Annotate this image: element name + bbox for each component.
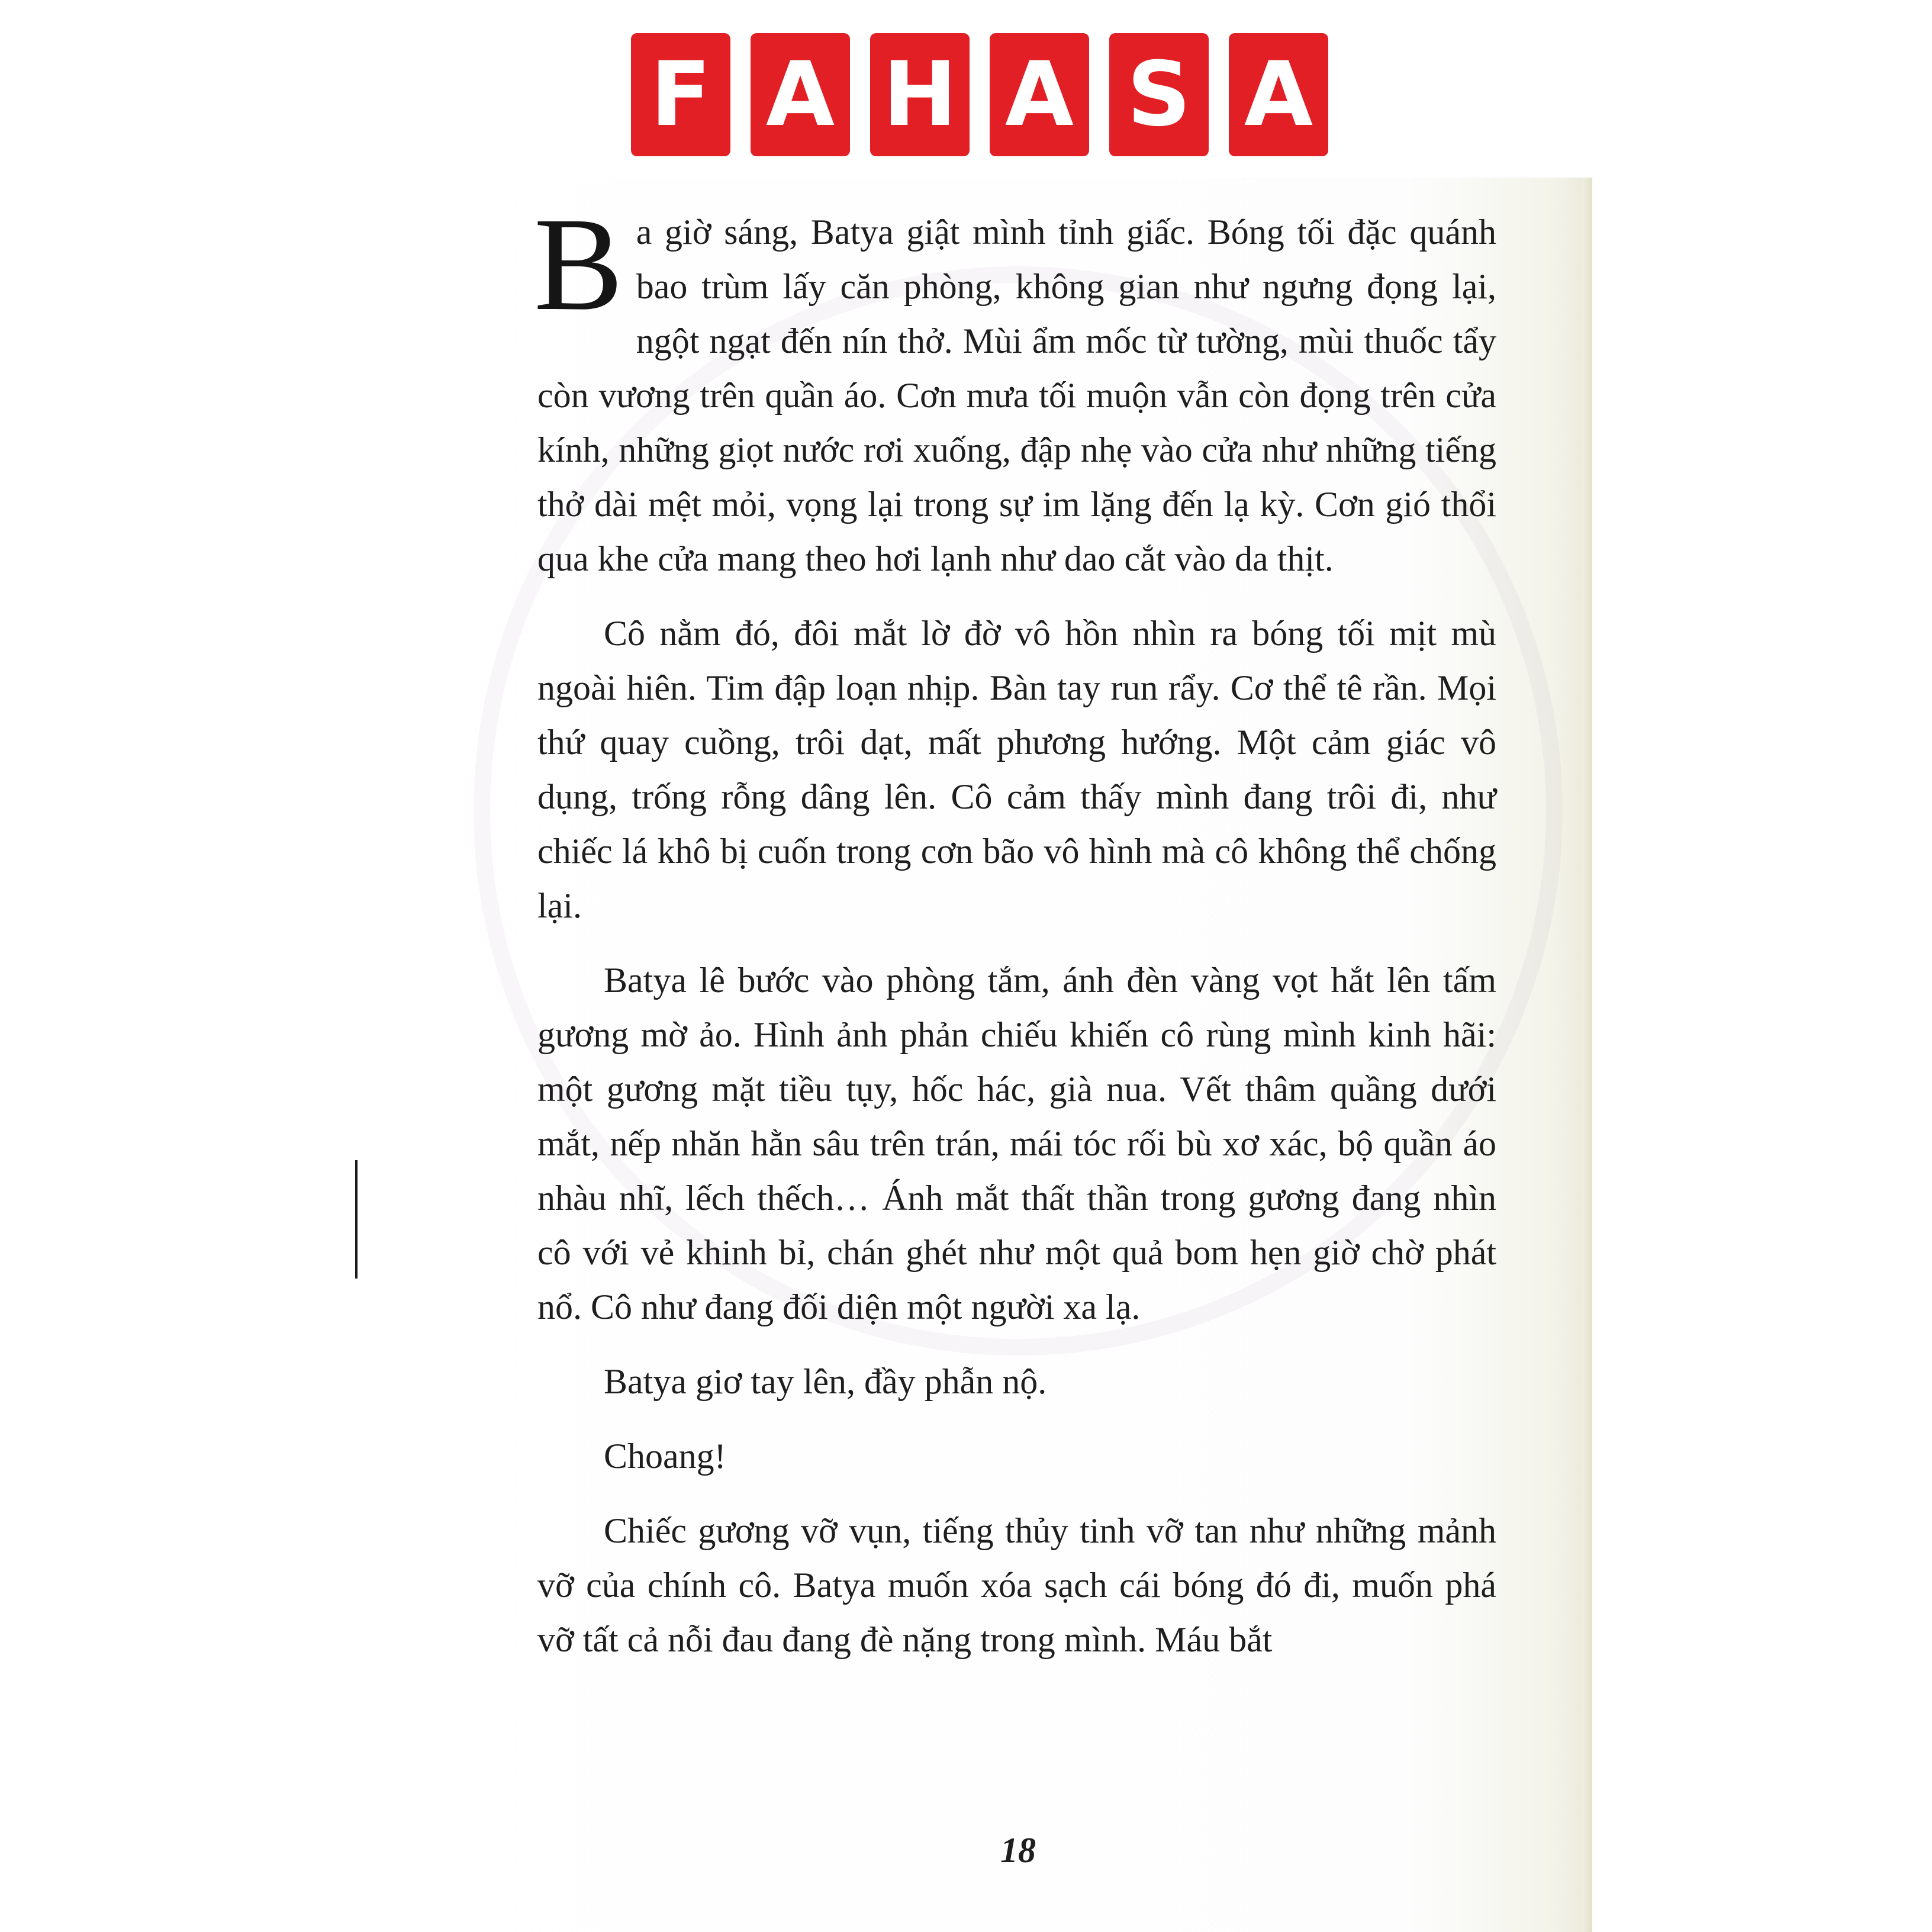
logo-letter: A — [751, 33, 850, 156]
paragraph: Chiếc gương vỡ vụn, tiếng thủy tinh vỡ tan như những mảnh vỡ của chính cô. Batya muốn xóa sạch cái bóng đó đi, muốn phá vỡ tất cả nỗi đau đang đè nặng trong mình. Máu bắt — [537, 1511, 1496, 1659]
logo-letter: F — [631, 33, 730, 156]
paragraph — [534, 190, 1496, 586]
binding-line — [355, 1160, 358, 1279]
fahasa-logo — [631, 33, 1328, 156]
page-text — [534, 190, 1496, 1687]
page-edge — [1582, 178, 1592, 1932]
logo-letter: S — [1109, 33, 1209, 156]
paragraph: Choang! — [604, 1437, 726, 1476]
paragraph: Batya lê bước vào phòng tắm, ánh đèn vàng vọt hắt lên tấm gương mờ ảo. Hình ảnh phản chiếu khiến cô rùng mình kinh hãi: một gương mặt tiều tụy, hốc hác, già nua. Vết thâm quầng dưới mắt, nếp nhăn hằn sâu trên trán, mái tóc rối bù xơ xác, bộ quần áo nhàu nhĩ, lếch thếch… Ánh mắt thất thần trong gương đang nhìn cô với vẻ khinh bỉ, chán ghét như một quả bom hẹn giờ chờ phát nổ. Cô như đang đối diện một người xa lạ. — [537, 961, 1496, 1326]
page-number: 18 — [1000, 1831, 1036, 1870]
logo-letter: A — [990, 33, 1089, 156]
logo-letter: H — [870, 33, 970, 156]
paragraph: Cô nằm đó, đôi mắt lờ đờ vô hồn nhìn ra bóng tối mịt mù ngoài hiên. Tim đập loạn nhịp. Bàn tay run rẩy. Cơ thể tê rần. Mọi thứ quay cuồng, trôi dạt, mất phương hướng. Một cảm giác vô dụng, trống rỗng dâng lên. Cô cảm thấy mình đang trôi đi, như chiếc lá khô bị cuốn trong cơn bão vô hình mà cô không thể chống lại. — [537, 614, 1496, 925]
paragraph-text: a giờ sáng, Batya giật mình tỉnh giấc. Bóng tối đặc quánh bao trùm lấy căn phòng, không gian như ngưng đọng lại, ngột ngạt đến nín thở. Mùi ẩm mốc từ tường, mùi thuốc tẩy còn vương trên quần áo. Cơn mưa tối muộn vẫn còn đọng trên cửa kính, những giọt nước rơi xuống, đập nhẹ vào cửa như những tiếng thở dài mệt mỏi, vọng lại trong sự im lặng đến lạ kỳ. Cơn gió thổi qua khe cửa mang theo hơi lạnh như dao cắt vào da thịt. — [537, 212, 1496, 578]
logo-letter: A — [1229, 33, 1328, 156]
paragraph: Batya giơ tay lên, đầy phẫn nộ. — [604, 1362, 1047, 1401]
drop-cap: B — [534, 190, 623, 338]
